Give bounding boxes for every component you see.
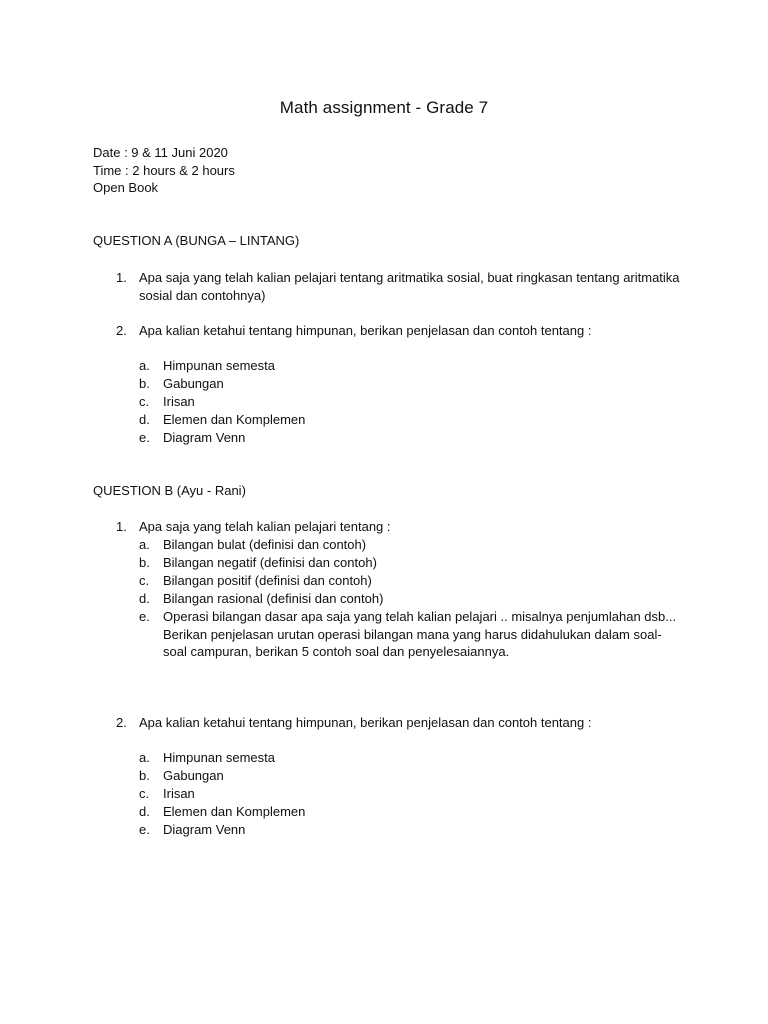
list-letter: d. bbox=[139, 803, 150, 819]
list-item bbox=[139, 608, 684, 662]
list-text-line: Operasi bilangan dasar apa saja yang telah kalian pelajari .. misalnya penjumlahan dsb... bbox=[163, 608, 677, 624]
list-letter: e. bbox=[139, 429, 150, 445]
list-letter: e. bbox=[139, 608, 150, 624]
list-item bbox=[139, 429, 684, 447]
question-a-item-1 bbox=[116, 269, 686, 304]
list-text: Bilangan bulat (definisi dan contoh) bbox=[163, 537, 367, 552]
open-book-line: Open Book bbox=[93, 180, 159, 195]
question-a-item-2 bbox=[116, 322, 686, 340]
list-item bbox=[139, 803, 684, 821]
list-text: Himpunan semesta bbox=[163, 750, 275, 765]
list-item bbox=[139, 536, 684, 554]
question-a-item-2-sublist bbox=[139, 357, 684, 447]
list-letter: a. bbox=[139, 537, 150, 552]
list-item bbox=[139, 375, 684, 393]
list-text: Irisan bbox=[163, 785, 195, 801]
question-b-item-1-sublist bbox=[139, 536, 684, 661]
time-line: Time : 2 hours & 2 hours bbox=[93, 162, 235, 178]
list-letter: b. bbox=[139, 767, 150, 783]
list-letter: b. bbox=[139, 554, 150, 570]
list-text: Gabungan bbox=[163, 767, 224, 783]
list-text: Bilangan positif (definisi dan contoh) bbox=[163, 572, 372, 588]
list-item bbox=[139, 821, 684, 839]
item-text: Apa saja yang telah kalian pelajari tentang aritmatika sosial, buat ringkasan tentang aritmatika sosial dan contohnya) bbox=[139, 270, 680, 303]
item-text: Apa saja yang telah kalian pelajari tentang : bbox=[139, 519, 391, 534]
list-text: Irisan bbox=[163, 393, 195, 409]
list-item bbox=[139, 785, 684, 803]
list-item bbox=[139, 749, 684, 767]
list-text: Diagram Venn bbox=[163, 429, 246, 445]
question-a-heading: QUESTION A (BUNGA – LINTANG) bbox=[93, 233, 300, 248]
list-text: Bilangan rasional (definisi dan contoh) bbox=[163, 590, 384, 606]
list-text-extra: Berikan penjelasan urutan operasi bilangan mana yang harus didahulukan dalam soal-soal campuran, berikan 5 contoh soal dan penyelesaiannya. bbox=[163, 626, 662, 660]
item-number: 1. bbox=[116, 270, 127, 285]
list-letter: a. bbox=[139, 358, 150, 373]
list-item bbox=[139, 393, 684, 411]
list-letter: b. bbox=[139, 375, 150, 391]
document-meta bbox=[93, 144, 235, 197]
list-letter: c. bbox=[139, 572, 150, 588]
item-text: Apa kalian ketahui tentang himpunan, berikan penjelasan dan contoh tentang : bbox=[139, 323, 592, 338]
question-b-heading: QUESTION B (Ayu - Rani) bbox=[93, 483, 246, 498]
item-number: 1. bbox=[116, 519, 127, 534]
list-text: Gabungan bbox=[163, 375, 224, 391]
item-text: Apa kalian ketahui tentang himpunan, berikan penjelasan dan contoh tentang : bbox=[139, 715, 592, 730]
list-text bbox=[163, 608, 684, 662]
list-item bbox=[139, 411, 684, 429]
list-letter: d. bbox=[139, 590, 150, 606]
list-letter: a. bbox=[139, 750, 150, 765]
list-item bbox=[139, 572, 684, 590]
question-b-item-1 bbox=[116, 518, 686, 536]
list-item bbox=[139, 767, 684, 785]
question-b-item-2-sublist bbox=[139, 749, 684, 839]
list-letter: d. bbox=[139, 411, 150, 427]
list-letter: e. bbox=[139, 821, 150, 837]
date-line: Date : 9 & 11 Juni 2020 bbox=[93, 145, 228, 160]
list-item bbox=[139, 590, 684, 608]
document-title: Math assignment - Grade 7 bbox=[279, 98, 489, 117]
list-text: Elemen dan Komplemen bbox=[163, 803, 306, 819]
list-text: Diagram Venn bbox=[163, 821, 246, 837]
list-text: Elemen dan Komplemen bbox=[163, 411, 306, 427]
item-number: 2. bbox=[116, 323, 127, 338]
list-item bbox=[139, 554, 684, 572]
list-letter: c. bbox=[139, 785, 150, 801]
item-number: 2. bbox=[116, 715, 127, 730]
list-letter: c. bbox=[139, 393, 150, 409]
list-item bbox=[139, 357, 684, 375]
question-b-item-2 bbox=[116, 714, 686, 732]
list-text: Himpunan semesta bbox=[163, 358, 275, 373]
list-text: Bilangan negatif (definisi dan contoh) bbox=[163, 554, 377, 570]
